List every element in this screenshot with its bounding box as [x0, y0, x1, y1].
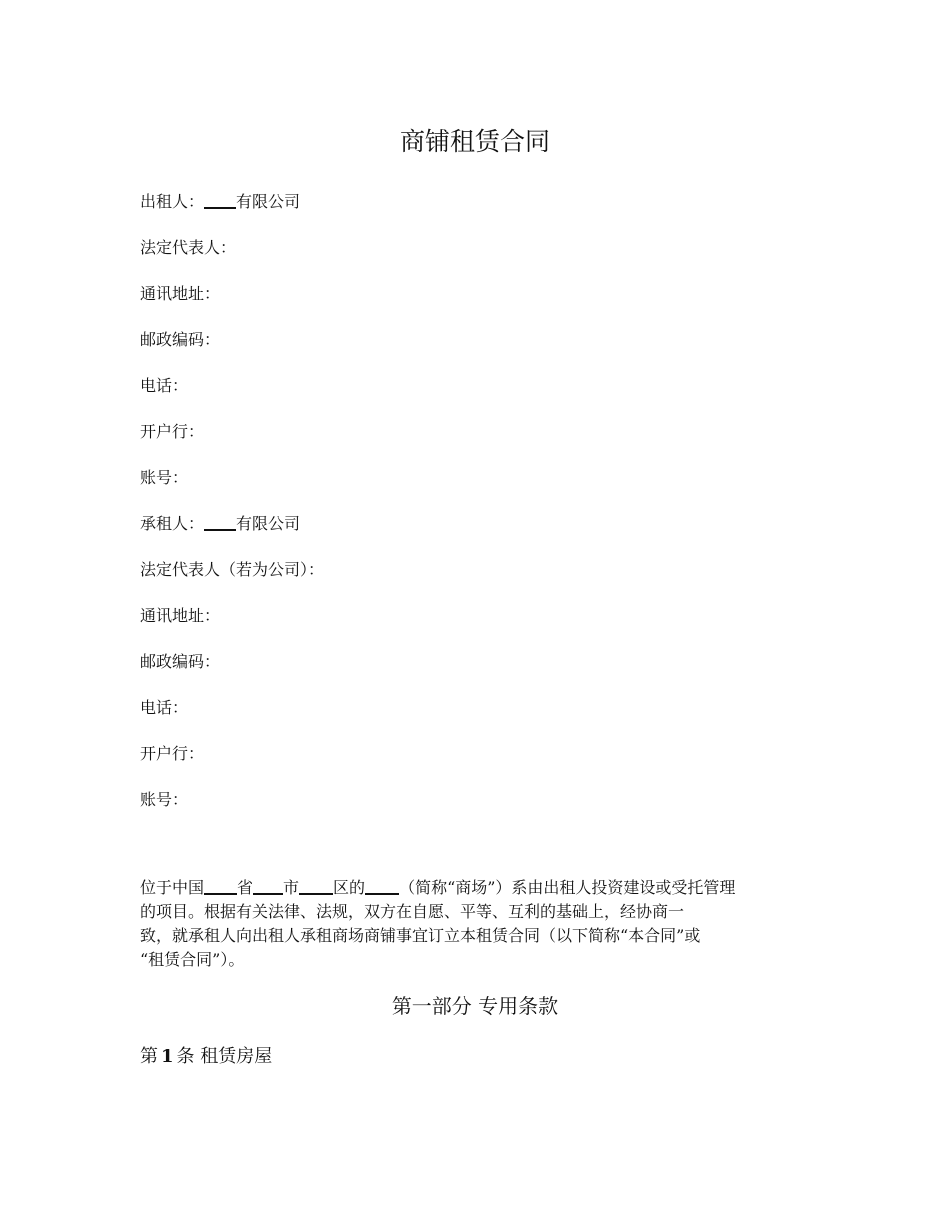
lessor-name-field: [140, 190, 300, 214]
lessee-name-blank: [204, 513, 236, 531]
article-prefix: 第: [140, 1046, 158, 1067]
lessor-postcode-field: 邮政编码：: [140, 330, 221, 349]
lessee-name-label: 承租人：: [140, 514, 205, 533]
lessor-name-suffix: 有限公司: [236, 192, 301, 211]
intro-line-2: 的项目。根据有关法律、法规，双方在自愿、平等、互利的基础上，经协商一: [140, 902, 685, 921]
intro-line-1: [140, 876, 812, 900]
intro-text-1: 位于中国: [140, 878, 205, 897]
article-1-heading: [140, 1043, 272, 1071]
section-title: 第一部分 专用条款: [391, 994, 559, 1018]
lessor-name-label: 出租人：: [140, 192, 205, 211]
intro-line-3: 致，就承租人向出租人承租商场商铺事宜订立本租赁合同（以下简称“本合同”或: [140, 926, 701, 945]
lessee-postcode-field: 邮政编码：: [140, 652, 221, 671]
lessor-phone-field: 电话：: [140, 376, 189, 395]
lessee-name-field: [140, 512, 300, 536]
lessee-legal-rep-field: 法定代表人（若为公司）：: [140, 560, 325, 579]
lessor-address-field: 通讯地址：: [140, 284, 221, 303]
city-blank: [253, 877, 283, 895]
lessee-phone-field: 电话：: [140, 698, 189, 717]
article-number: 1: [161, 1046, 174, 1067]
mall-name-blank: [365, 877, 399, 895]
document-title: 商铺租赁合同: [399, 127, 550, 156]
lessee-bank-field: 开户行：: [140, 744, 205, 763]
article-suffix: 条 租赁房屋: [176, 1046, 273, 1067]
intro-paragraph: [140, 876, 812, 972]
lessor-account-field: 账号：: [140, 468, 189, 487]
province-blank: [204, 877, 237, 895]
lessor-bank-field: 开户行：: [140, 422, 205, 441]
intro-text-2: 省: [237, 878, 254, 897]
lessor-name-blank: [204, 191, 236, 209]
lessee-name-suffix: 有限公司: [236, 514, 301, 533]
intro-text-3: 市: [283, 878, 300, 897]
district-blank: [299, 877, 333, 895]
lessee-account-field: 账号：: [140, 790, 189, 809]
intro-line-4: “租赁合同”）。: [140, 950, 245, 969]
intro-text-4: 区的: [333, 878, 366, 897]
lessor-legal-rep-field: 法定代表人：: [140, 238, 237, 257]
intro-text-5: （简称“商场”）系由出租人投资建设或受托管理: [399, 878, 736, 897]
lessee-address-field: 通讯地址：: [140, 606, 221, 625]
